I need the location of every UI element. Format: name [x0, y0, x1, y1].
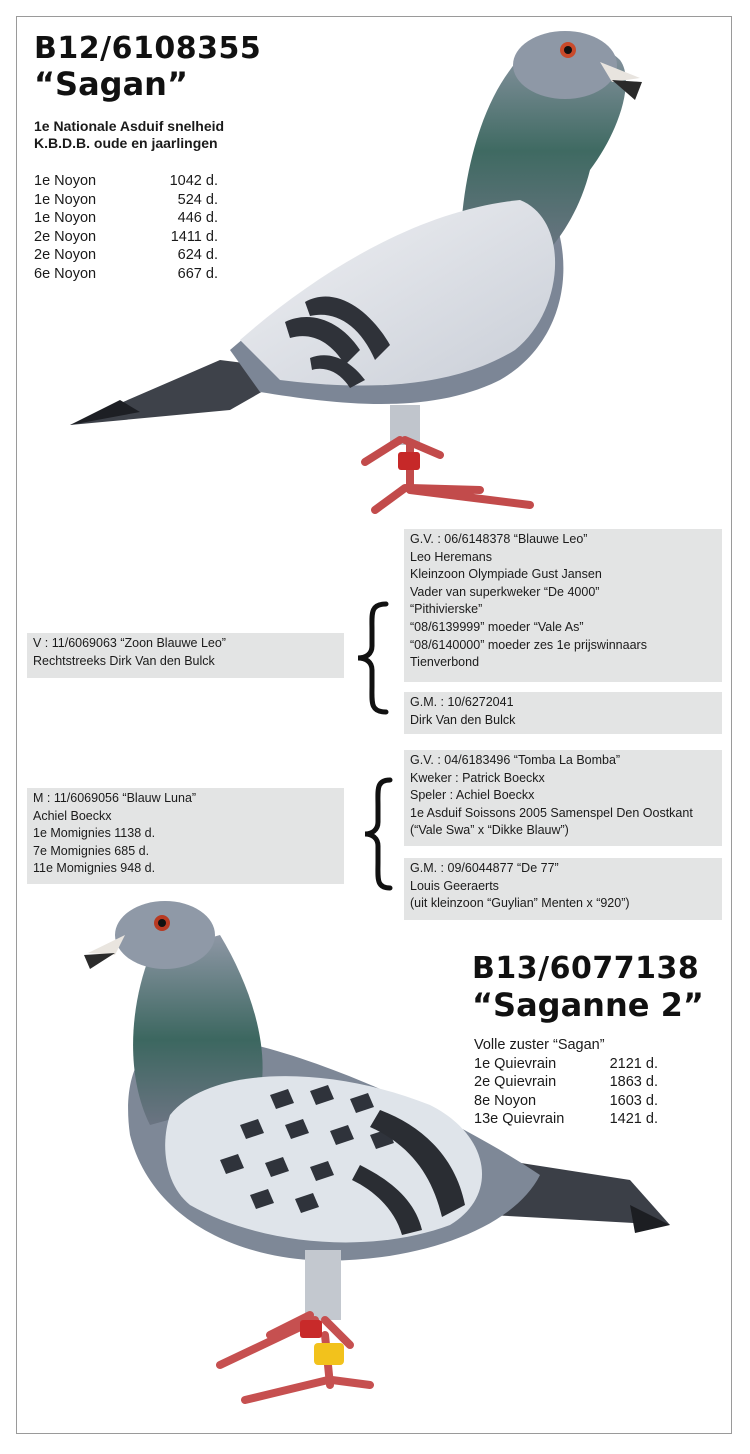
- pedigree-line: 7e Momignies 685 d.: [33, 843, 150, 858]
- pedigree-line: Achiel Boeckx: [33, 808, 112, 823]
- pigeon2-subtitle: Volle zuster “Sagan”: [474, 1037, 605, 1053]
- pedigree-line: Kweker : Patrick Boeckx: [410, 770, 545, 785]
- result-distance: 1042 d.: [169, 173, 218, 189]
- result-distance: 1863 d.: [609, 1074, 658, 1090]
- result-race: 1e Noyon: [34, 173, 97, 189]
- result-distance: 2121 d.: [609, 1055, 658, 1072]
- pedigree-line: Rechtstreeks Dirk Van den Bulck: [33, 653, 215, 668]
- pedigree-line: “08/6140000” moeder zes 1e prijswinnaars: [410, 637, 647, 652]
- pigeon1-name: “Sagan”: [34, 65, 188, 103]
- pedigree-line: G.M. : 10/6272041: [410, 695, 514, 709]
- pigeon1-photo: [60, 20, 700, 530]
- result-distance: 1411 d.: [170, 228, 218, 245]
- pigeon1-ring-number: B12/6108355: [34, 31, 262, 66]
- pedigree-line: Speler : Achiel Boeckx: [410, 788, 535, 803]
- pedigree-line: “Pithivierske”: [410, 602, 483, 617]
- pedigree-line: Dirk Van den Bulck: [410, 712, 516, 727]
- result-race: 8e Noyon: [474, 1092, 537, 1109]
- father-brace: [352, 600, 394, 716]
- pedigree-line: Louis Geeraerts: [410, 878, 499, 893]
- result-row: [474, 1092, 658, 1111]
- result-race: 2e Noyon: [34, 247, 97, 263]
- pigeon2-ring-number: B13/6077138: [472, 951, 700, 986]
- result-distance: 446 d.: [177, 210, 218, 226]
- father-box: [27, 633, 344, 678]
- paternal-grandfather-box: [404, 529, 722, 682]
- pedigree-line: G.V. : 06/6148378 “Blauwe Leo”: [410, 532, 588, 546]
- pedigree-line: Vader van superkweker “De 4000”: [410, 584, 600, 599]
- pedigree-line: M : 11/6069056 “Blauw Luna”: [33, 791, 197, 805]
- pedigree-line: Kleinzoon Olympiade Gust Jansen: [410, 567, 602, 582]
- result-race: 2e Quievrain: [474, 1074, 557, 1090]
- pigeon1-subtitle-line: K.B.D.B. oude en jaarlingen: [34, 135, 218, 151]
- pigeon1-subtitle-line: 1e Nationale Asduif snelheid: [34, 118, 225, 134]
- result-distance: 1421 d.: [609, 1111, 658, 1127]
- result-race: 1e Quievrain: [474, 1055, 557, 1072]
- result-distance: 524 d.: [177, 191, 218, 208]
- maternal-grandfather-box: [404, 750, 722, 846]
- result-row: [474, 1073, 658, 1092]
- pedigree-line: G.M. : 09/6044877 “De 77”: [410, 861, 559, 875]
- pedigree-line: “08/6139999” moeder “Vale As”: [410, 619, 584, 634]
- mother-box: [27, 788, 344, 884]
- pigeon2-results: [474, 1036, 658, 1129]
- pedigree-line: G.V. : 04/6183496 “Tomba La Bomba”: [410, 753, 621, 767]
- result-row: [474, 1110, 658, 1129]
- mother-brace: [360, 776, 396, 892]
- pedigree-line: Tienverbond: [410, 655, 480, 670]
- result-distance: 624 d.: [177, 247, 218, 263]
- result-row: [474, 1055, 658, 1074]
- result-distance: 1603 d.: [609, 1092, 658, 1109]
- result-race: 1e Noyon: [34, 191, 97, 208]
- result-race: 13e Quievrain: [474, 1111, 565, 1127]
- pedigree-line: 11e Momignies 948 d.: [33, 861, 156, 876]
- pedigree-line: V : 11/6069063 “Zoon Blauwe Leo”: [33, 636, 226, 650]
- pedigree-line: 1e Momignies 1138 d.: [33, 826, 156, 841]
- result-race: 1e Noyon: [34, 210, 97, 226]
- result-race: 6e Noyon: [34, 265, 97, 282]
- pedigree-line: Leo Heremans: [410, 549, 492, 564]
- pedigree-line: 1e Asduif Soissons 2005 Samenspel Den Oostkant: [410, 805, 693, 820]
- pedigree-line: (uit kleinzoon “Guylian” Menten x “920”): [410, 896, 630, 911]
- pedigree-line: (“Vale Swa” x “Dikke Blauw”): [410, 823, 569, 838]
- pigeon2-name: “Saganne 2”: [472, 986, 704, 1024]
- result-distance: 667 d.: [177, 265, 218, 282]
- paternal-grandmother-box: [404, 692, 722, 734]
- result-race: 2e Noyon: [34, 228, 97, 245]
